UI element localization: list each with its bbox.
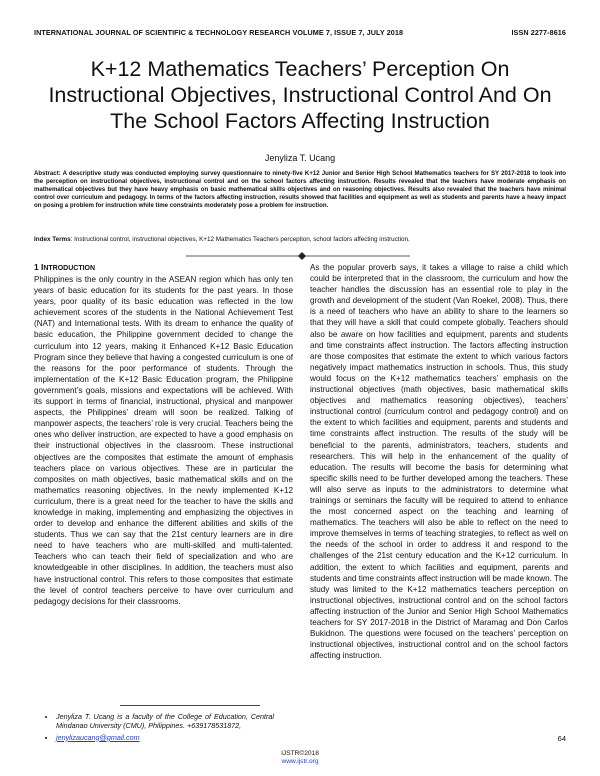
footnote-affiliation: • Jenyliza T. Ucang is a faculty of the College of Education, Central Mindanao University (CMU), Philippines. +639178531872, (56, 712, 274, 731)
author-name: Jenyliza T. Ucang (264, 153, 336, 163)
index-terms (34, 236, 566, 244)
footer-copyright: IJSTR©2018 (281, 750, 319, 757)
abstract-text: : A descriptive study was conducted employing survey questionnaire to ninety-five K+12 Junior and Senior High School Mathematics teachers for SY 2017-2018 to look into the perception on instructional objectives, instructional control and on the school factors affecting instruction. Results revealed that the teachers have moderate emphasis on mathematical objectives but they have heavy emphasis on basic mathematical skills objectives and on reasoning objectives. Results also revealed that the teachers have minimal control over curriculum and pedagogy. In terms of the factors affecting instruction, results showed that facilities and equipment as well as students and parents have a heavy impact on posing a problem for instruction while time constraints moderately pose a problem for instruction. (34, 170, 566, 209)
index-terms-label: Index Terms (34, 236, 71, 243)
footnote-rule (120, 705, 260, 706)
divider-diamond-icon (298, 252, 306, 260)
author-footnote (34, 712, 274, 744)
section-heading (34, 262, 293, 274)
introduction-paragraph: Philippines is the only country in the ASEAN region which has only ten years of basic education for its students for the past years. In those years, poor quality of its basic education was reflected in the low achievement scores of the students in the National Achievement Test (NAT) and International tests. With its dream to enhance the quality of basic education, the Philippine government decided to change the curriculum into 12 years, making it Enhanced K+12 Basic Education Program since they believe that having a congested curriculum is one of the reasons for the poor performance of students. Through the implementation of the K+12 Basic Education program, the Philippine government’s goals, missions and expectations will be achieved. With its support in terms of financial, instructional, physical and manpower aspects, the Philippines’ dream will soon be realized. Talking of manpower aspects, the teachers’ role is very crucial. Teachers being the ones who deliver instruction, are expected to have a good emphasis on their instructional objectives in the classroom. These instructional objectives are the composites that estimate the amount of emphasis teachers place on various objectives. These are in particular the composites on math objectives, basic mathematical skills and on the mathematics reasoning objectives. In the newly implemented K+12 curriculum, there is a great need for the teacher to have the skills and knowledge in making, implementing and emphasizing the objectives in order to develop and enhance the different abilities and skills of the students. Thus we can say that the 21st century learners are in dire need to have teachers who are multi-skilled and multi-talented. Teachers who can teach their field of specialization and who are knowledgeable in other disciplines. In addition, the teachers must also have instructional control. This refers to those composites that estimate the level of control teachers perceive to have over curriculum and pedagogy decisions for their classrooms. (34, 275, 293, 606)
abstract-label: Abstract (34, 170, 59, 177)
page-number: 64 (557, 734, 566, 743)
section-number: 1 (34, 262, 39, 272)
index-terms-text: : Instructional control, instructional objectives, K+12 Mathematics Teachers perception, school factors affecting instruction. (70, 236, 410, 243)
left-column (34, 262, 293, 607)
right-column (310, 262, 568, 661)
footer-website-link[interactable]: www.ijstr.org (281, 758, 319, 765)
journal-name: INTERNATIONAL JOURNAL OF SCIENTIFIC & TECHNOLOGY RESEARCH VOLUME 7, ISSUE 7, JULY 2018 (34, 28, 404, 37)
body-paragraph: As the popular proverb says, it takes a village to raise a child which could be interpreted that in the classroom, the curriculum and how the teacher handles the discussion has an essential role to play in the growth and development of the student (Van Roekel, 2008). Thus, there is a need of teachers who have an ability to share to the learners so that they will have a skill that could compete globally. Teachers should also be aware on how facilities and equipment, parents and students and time constraints affect instruction. The factors affecting instruction are those composites that estimate the extent to which various factors negatively impact mathematics instruction in schools. Thus, this study would focus on the K+12 mathematics teachers’ emphasis on the instructional objectives (math objectives, basic mathematical skills objectives and mathematics reasoning objectives), teachers’ instructional control (curriculum control and pedagogy control) and on the extent to which facilities and equipment, parents and students and time constraints affect instruction. The results of the study will be beneficial to the parents, administrators, teachers, students and researchers. This will help in the enhancement of the quality of education. The results will become the basis for determining what specific skills need to be further developed among the teachers. These will also serve as inputs to the administrators to determine what trainings or seminars the faculty will be required to attend to enhance the most concerned aspect on the teaching and learning of mathematics. The teachers will also be able to reflect on the need to improve themselves in terms of teaching strategies, to reflect as well on the needs of the school in order to address it and respond to the challenges of the 21st century education and the K+12 curriculum. In addition, the extent to which facilities and equipment, parents and students and time constraints affect instruction will be made known. The study was limited to the K+12 mathematics teachers perception on instructional objectives, instructional control and on the school factors affecting instruction of the Junior and Senior High School Mathematics teachers for SY 2017-2018 in the District of Maramag and Don Carlos Bukidnon. The questions were focused on the teachers’ perception on instructional objectives, instructional control and on the school factors affecting instruction. (310, 263, 568, 661)
section-title-rest: NTRODUCTION (43, 265, 96, 272)
issn: ISSN 2277-8616 (511, 28, 566, 37)
page-footer (0, 750, 600, 766)
paper-title: K+12 Mathematics Teachers’ Perception On Instructional Objectives, Instructional Control And On The School Factors Affecting Instruction (48, 57, 552, 133)
abstract (34, 170, 566, 210)
author-email-link[interactable]: jenylizaucang@gmail.com (56, 732, 140, 742)
running-header (34, 28, 566, 40)
section-first-letter: I (41, 262, 44, 272)
section-divider (0, 250, 600, 262)
